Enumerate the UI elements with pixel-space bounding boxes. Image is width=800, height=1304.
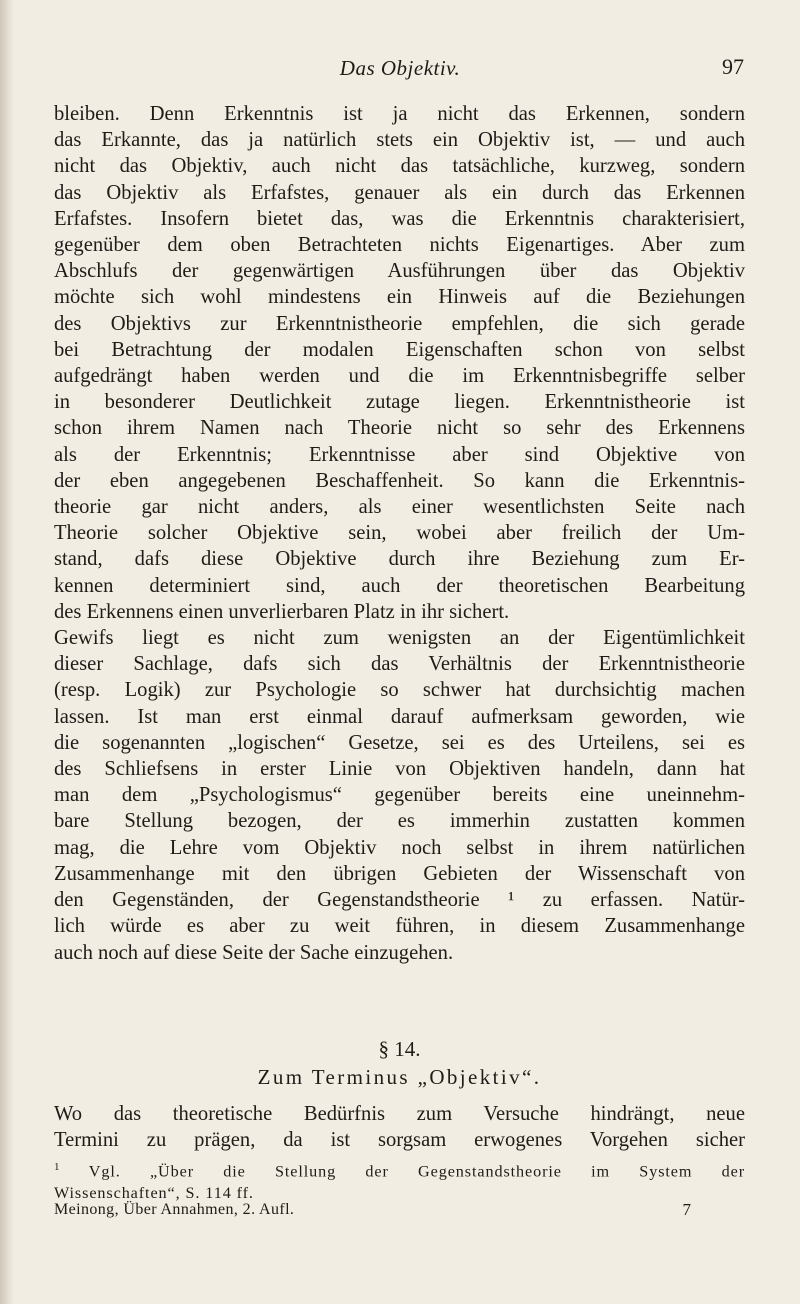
text-line: des Schliefsens in erster Linie von Objektiven handeln, dann hat	[54, 758, 745, 781]
text-line: möchte sich wohl mindestens ein Hinweis auf die Beziehungen	[54, 286, 745, 309]
text-line: Termini zu prägen, da ist sorgsam erwogenes Vorgehen sicher	[54, 1129, 745, 1152]
text-line: der eben angegebenen Beschaffenheit. So kann die Erkenntnis-	[54, 469, 745, 492]
text-line: mag, die Lehre vom Objektiv noch selbst in ihrem natürlichen	[54, 836, 745, 859]
text-line: man dem „Psychologismus“ gegenüber bereits eine uneinnehm-	[54, 784, 745, 807]
section-number: § 14.	[378, 1037, 421, 1061]
footnote-line	[54, 1156, 745, 1182]
footnote-text: Vgl. „Über die Stellung der Gegenstandstheorie im System der	[88, 1162, 745, 1181]
footnote-line: Wissenschaften“, S. 114 ff.	[54, 1184, 254, 1203]
text-line: bare Stellung bezogen, der es immerhin zustatten kommen	[54, 810, 745, 833]
page-number: 97	[722, 54, 744, 79]
text-line: Theorie solcher Objektive sein, wobei aber freilich der Um-	[54, 522, 745, 545]
text-line: nicht das Objektiv, auch nicht das tatsächliche, kurzweg, sondern	[54, 155, 745, 178]
text-line: den Gegenständen, der Gegenstandstheorie ¹ zu erfassen. Natür-	[54, 889, 745, 912]
text-line: bei Betrachtung der modalen Eigenschaften schon von selbst	[54, 338, 745, 361]
signature-text: Meinong, Über Annahmen, 2. Aufl.	[54, 1201, 295, 1218]
text-line: gegenüber dem oben Betrachteten nichts Eigenartiges. Aber zum	[54, 234, 745, 257]
footnote-marker: 1	[54, 1161, 60, 1173]
text-line: in besonderer Deutlichkeit zutage liegen. Erkenntnistheorie ist	[54, 391, 745, 414]
text-line: aufgedrängt haben werden und die im Erkenntnisbegriffe selber	[54, 365, 745, 388]
text-line: (resp. Logik) zur Psychologie so schwer hat durchsichtig machen	[54, 679, 745, 702]
text-line: kennen determiniert sind, auch der theoretischen Bearbeitung	[54, 574, 745, 597]
text-line: lassen. Ist man erst einmal darauf aufmerksam geworden, wie	[54, 705, 745, 728]
text-line: des Objektivs zur Erkenntnistheorie empfehlen, die sich gerade	[54, 312, 745, 335]
text-line: die sogenannten „logischen“ Gesetze, sei es des Urteilens, sei es	[54, 731, 745, 754]
text-line: bleiben. Denn Erkenntnis ist ja nicht das Erkennen, sondern	[54, 103, 745, 125]
body-paragraph-2	[54, 1101, 745, 1153]
text-line: Erfafstes. Insofern bietet das, was die Erkenntnis charakterisiert,	[54, 207, 745, 230]
text-line: auch noch auf diese Seite der Sache einzugehen.	[54, 941, 454, 964]
text-line: Wo das theoretische Bedürfnis zum Versuche hindrängt, neue	[54, 1103, 745, 1125]
binding-shadow	[0, 0, 14, 1304]
body-paragraph	[54, 101, 745, 966]
text-line: Zusammenhange mit den übrigen Gebieten der Wissenschaft von	[54, 862, 745, 885]
text-line: als der Erkenntnis; Erkenntnisse aber sind Objektive von	[54, 443, 745, 466]
text-line: stand, dafs diese Objektive durch ihre Beziehung zum Er-	[54, 548, 745, 571]
text-line: des Erkennens einen unverlierbaren Platz in ihr sichert.	[54, 600, 510, 623]
text-line: Abschlufs der gegenwärtigen Ausführungen über das Objektiv	[54, 260, 745, 283]
footnote	[54, 1156, 745, 1204]
text-line: theorie gar nicht anders, als einer wesentlichsten Seite nach	[54, 496, 745, 519]
text-line: das Erkannte, das ja natürlich stets ein Objektiv ist, — und auch	[54, 129, 745, 152]
text-line: lich würde es aber zu weit führen, in diesem Zusammenhange	[54, 915, 745, 938]
page-header	[0, 52, 800, 82]
signature-mark: 7	[682, 1200, 691, 1219]
text-line: dieser Sachlage, dafs sich das Verhältnis der Erkenntnistheorie	[54, 653, 745, 676]
text-line: das Objektiv als Erfafstes, genauer als ein durch das Erkennen	[54, 181, 745, 204]
section-title: Zum Terminus „Objektiv“.	[257, 1065, 542, 1089]
text-line: schon ihrem Namen nach Theorie nicht so sehr des Erkennens	[54, 417, 745, 440]
text-line: Gewifs liegt es nicht zum wenigsten an der Eigentümlichkeit	[54, 627, 745, 650]
running-title: Das Objektiv.	[339, 56, 461, 80]
